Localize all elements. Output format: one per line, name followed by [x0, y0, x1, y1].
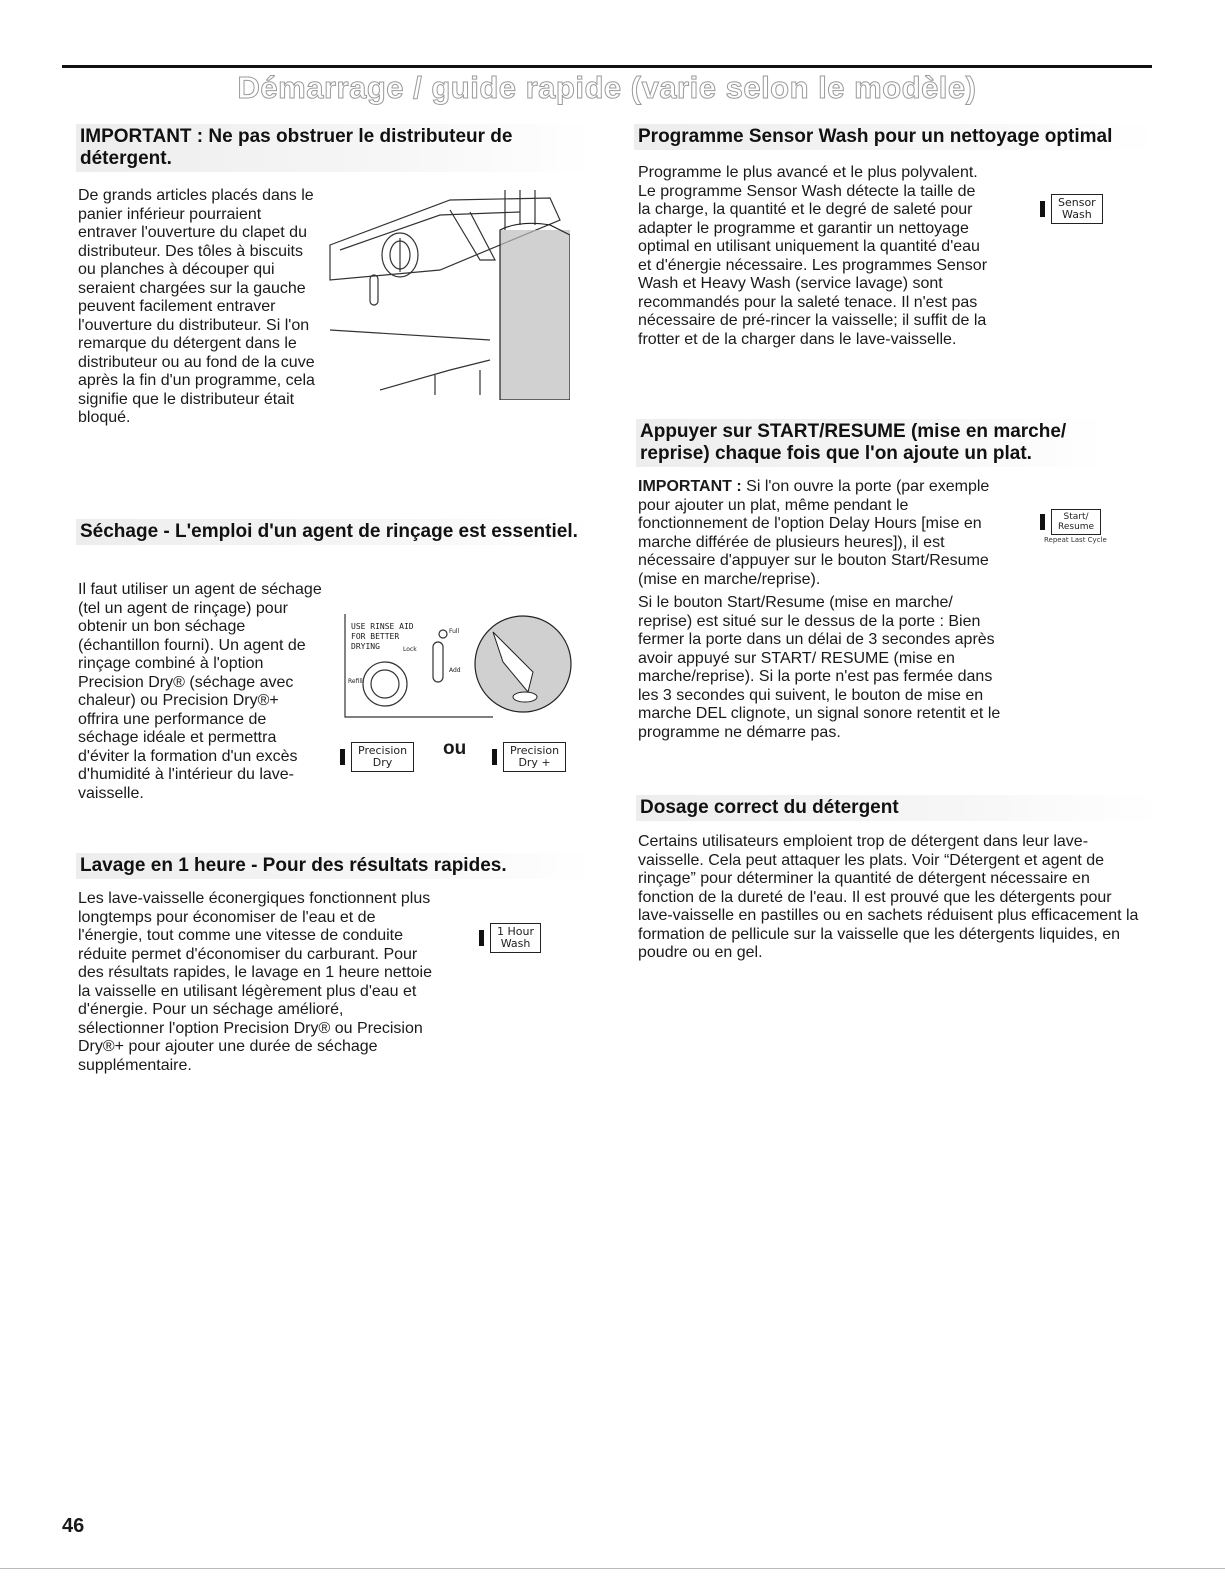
start-resume-heading: Appuyer sur START/RESUME (mise en marche/ reprise) chaque fois que l'on ajoute un plat.: [636, 419, 1104, 467]
drying-heading: Séchage - L'emploi d'un agent de rinçage est essentiel.: [76, 519, 594, 545]
one-hour-line2: Wash: [500, 937, 531, 950]
sensor-wash-heading: Programme Sensor Wash pour un nettoyage optimal: [634, 124, 1157, 150]
dosage-body: Certains utilisateurs emploient trop de détergent dans leur lave-vaisselle. Cela peut attaquer les plats. Voir “Détergent et agent de rinçage” pour déterminer la quantité de détergent nécessaire en fonction de la dureté de l'eau. Il est prouvé que les détergents pour lave-vaisselle en pastilles ou en sachets réduisent plus efficacement la formation de pellicule sur la vaisselle que les détergents liquides, en poudre ou en gel.: [638, 833, 1139, 961]
rinse-aid-dispenser-illustration: [343, 612, 573, 722]
sensor-wash-line2: Wash: [1062, 208, 1092, 221]
page-number: 46: [62, 1515, 85, 1537]
precision-dry-line2: Dry: [372, 756, 393, 769]
or-text: ou: [443, 738, 467, 759]
add-label: Add: [449, 667, 461, 674]
start-resume-line1: Start/: [1063, 512, 1089, 522]
page-title: Démarrage / guide rapide (varie selon le modèle): [237, 70, 977, 105]
precision-dry-line1: Precision: [358, 744, 408, 757]
dispenser-heading: IMPORTANT : Ne pas obstruer le distributeur de détergent.: [76, 124, 594, 172]
one-hour-heading: Lavage en 1 heure - Pour des résultats rapides.: [76, 853, 594, 879]
drying-body: Il faut utiliser un agent de séchage (tel un agent de rinçage) pour obtenir un bon séchage (échantillon fourni). Un agent de rinçage combiné à l'option Precision Dry® (séchage avec chaleur) ou Precision Dry®+ offrira une performance de séchage idéale et permettra d'éviter la formation d'un excès d'humidité à l'intérieur du lave-vaisselle.: [78, 581, 322, 802]
bottom-rule: [0, 1568, 1225, 1569]
one-hour-line1: 1 Hour: [497, 925, 534, 938]
important-label: IMPORTANT :: [638, 478, 742, 495]
sensor-wash-body: Programme le plus avancé et le plus polyvalent. Le programme Sensor Wash détecte la taille de la charge, la quantité et le degré de saleté pour adapter le programme et garantir un nettoyage optimal en utilisant uniquement la quantité d'eau et d'énergie nécessaire. Les programmes Sensor Wash et Heavy Wash (service lavage) sont recommandés pour la saleté tenace. Il n'est pas nécessaire de pré-rincer la vaisselle; il suffit de la frotter et de la charger dans le lave-vaisselle.: [638, 164, 988, 348]
dispenser-illustration: [320, 190, 570, 400]
start-resume-button-icon: [1040, 509, 1101, 535]
sensor-wash-button-icon: [1040, 194, 1103, 224]
dosage-heading: Dosage correct du détergent: [636, 795, 1159, 821]
one-hour-wash-button-icon: [479, 923, 541, 953]
precision-dry-plus-button-icon: [492, 742, 566, 772]
one-hour-body: Les lave-vaisselle éconergiques fonctionnent plus longtemps pour économiser de l'eau et de l'énergie, tout comme une vitesse de conduite réduite permet d'économiser du carburant. Pour des résultats rapides, le lavage en 1 heure nettoie la vaisselle en utilisant légèrement plus d'eau et d'énergie. Pour un séchage amélioré, sélectionner l'option Precision Dry® ou Precision Dry®+ pour ajouter une durée de séchage supplémentaire.: [78, 890, 433, 1074]
sensor-wash-line1: Sensor: [1058, 196, 1096, 209]
rinse-aid-label: USE RINSE AID FOR BETTER DRYING: [351, 622, 414, 651]
dispenser-body: De grands articles placés dans le panier inférieur pourraient entraver l'ouverture du clapet du distributeur. Des tôles à biscuits ou planches à découper qui seraient chargées sur la gauche peuvent facilement entraver l'ouverture du distributeur. Si l'on remarque du détergent dans le distributeur ou au fond de la cuve après la fin d'un programme, cela signifie que le distributeur était bloqué.: [78, 187, 315, 426]
top-rule: [62, 65, 1152, 68]
start-resume-line2: Resume: [1058, 522, 1095, 532]
precision-dry-button-icon: [340, 742, 414, 772]
start-resume-body1: Si l'on ouvre la porte (par exemple pour ajouter un plat, même pendant le fonctionnement de l'option Delay Hours [mise en marche différée de plusieurs heures]), il est nécessaire d'appuyer sur le bouton Start/Resume (mise en marche/reprise).: [638, 478, 990, 588]
precision-dry-plus-line2: Dry +: [518, 756, 551, 769]
start-resume-body: [638, 478, 1003, 747]
full-label: Full: [449, 628, 460, 635]
refill-label: Refill: [348, 678, 363, 685]
lock-label: Lock: [403, 646, 417, 653]
precision-dry-plus-line1: Precision: [510, 744, 560, 757]
repeat-last-cycle-caption: Repeat Last Cycle: [1044, 536, 1107, 544]
start-resume-body2: Si le bouton Start/Resume (mise en marche/ reprise) est situé sur le dessus de la porte : Bien fermer la porte dans un délai de 3 secondes après avoir appuyé sur START/ RESUME (mise en marche/reprise). Si la porte n'est pas fermée dans les 3 secondes qui suivent, le bouton de mise en marche DEL clignote, un signal sonore retentit et le programme ne démarre pas.: [638, 594, 1001, 741]
